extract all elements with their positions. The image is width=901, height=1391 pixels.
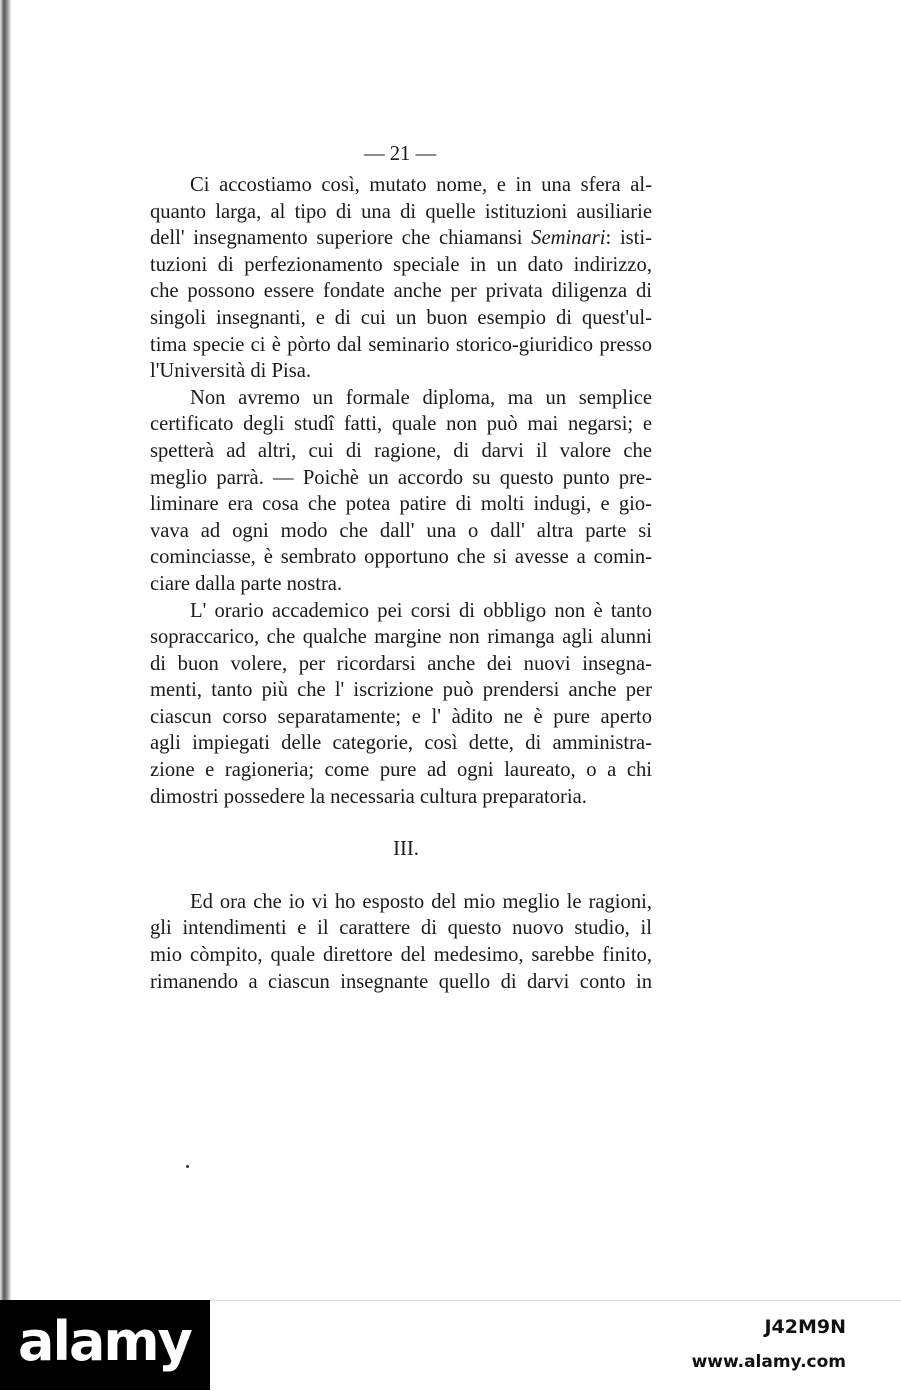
text-fragment: : isti- [605, 227, 652, 250]
italic-term: Seminari [531, 227, 606, 250]
text-line: cominciasse, è sembrato opportuno che si avesse a comin- [150, 546, 652, 569]
text-line: spetterà ad altri, cui di ragione, di darvi il valore che [150, 439, 652, 462]
text-line: singoli insegnanti, e di cui un buon esempio di quest'ul- [150, 306, 652, 329]
text-line: liminare era cosa che potea patire di molti indugi, e gio- [150, 493, 652, 516]
scan-binding-edge [0, 0, 11, 1300]
site-url: www.alamy.com [691, 1352, 846, 1372]
paragraph-2 [150, 385, 652, 598]
text-line: Non avremo un formale diploma, ma un semplice [190, 386, 652, 409]
text-line: mio còmpito, quale direttore del medesimo, sarebbe finito, [150, 944, 652, 967]
text-line: dimostri possedere la necessaria cultura preparatoria. [150, 785, 587, 808]
text-line: agli impiegati delle categorie, così dette, di amministra- [150, 732, 652, 755]
text-line: Ed ora che io vi ho esposto del mio meglio le ragioni, [190, 890, 652, 913]
text-line: che possono essere fondate anche per privata diligenza di [150, 280, 652, 303]
text-fragment: dell' insegnamento superiore che chiamansi [150, 227, 523, 250]
scan-speck [186, 1165, 189, 1168]
section-heading: III. [393, 838, 419, 861]
paragraph-1 [150, 172, 652, 385]
text-line: quanto larga, al tipo di una di quelle istituzioni ausiliarie [150, 200, 652, 223]
paragraph-4 [150, 889, 652, 995]
text-line: di buon volere, per ricordarsi anche dei nuovi insegna- [150, 652, 652, 675]
text-line [150, 225, 652, 252]
page-number: — 21 — [363, 143, 437, 165]
text-line: tima specie ci è pòrto dal seminario storico-giuridico presso [150, 333, 652, 356]
text-line: ciare dalla parte nostra. [150, 572, 343, 595]
text-line: sopraccarico, che qualche margine non rimanga agli alunni [150, 626, 652, 649]
image-id: J42M9N [764, 1316, 846, 1338]
text-line: vava ad ogni modo che dall' una o dall' altra parte si [150, 519, 652, 542]
text-line: zione e ragioneria; come pure ad ogni laureato, o a chi [150, 759, 652, 782]
book-page [150, 140, 652, 995]
text-line: meglio parrà. — Poichè un accordo su questo punto pre- [150, 466, 652, 489]
text-line: tuzioni di perfezionamento speciale in un dato indirizzo, [150, 253, 652, 276]
paragraph-3 [150, 598, 652, 811]
text-line: gli intendimenti e il carattere di questo nuovo studio, il [150, 917, 652, 940]
text-line: certificato degli studî fatti, quale non può mai negarsi; e [150, 413, 652, 436]
text-line: ciascun corso separatamente; e l' àdito ne è pure aperto [150, 705, 652, 728]
text-line: menti, tanto più che l' iscrizione può prendersi anche per [150, 679, 652, 702]
text-line: Ci accostiamo così, mutato nome, e in una sfera al- [190, 174, 652, 196]
logo-text: alamy [18, 1310, 191, 1373]
text-line: L' orario accademico pei corsi di obbligo non è tanto [190, 599, 652, 622]
text-line: l'Università di Pisa. [150, 360, 312, 383]
alamy-logo [0, 1300, 210, 1390]
text-line: rimanendo a ciascun insegnante quello di darvi conto in [150, 970, 652, 993]
